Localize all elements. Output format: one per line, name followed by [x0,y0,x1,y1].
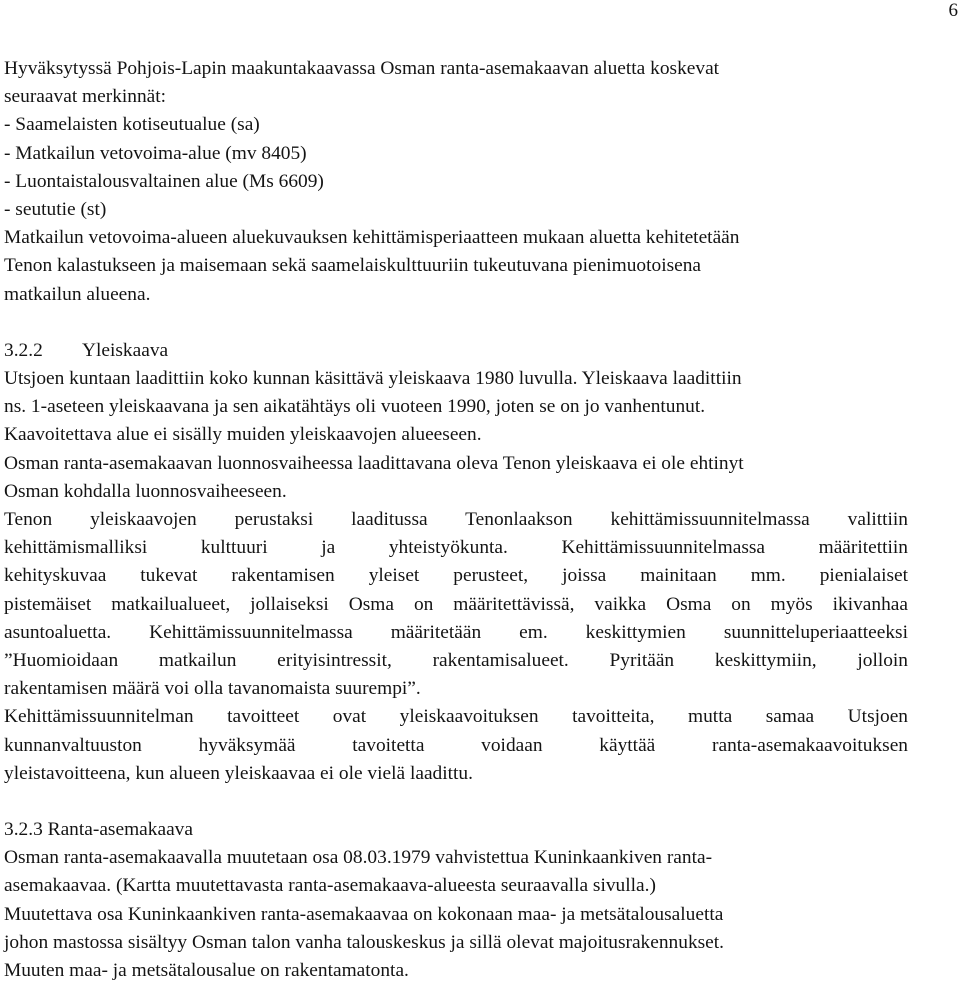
text-line: Matkailun vetovoima-alueen aluekuvauksen kehittämisperiaatteen mukaan aluetta kehitetetään [4,227,740,249]
text-line: ns. 1-aseteen yleiskaavana ja sen aikatähtäys oli vuoteen 1990, joten se on jo vanhentunut. [4,396,706,418]
text-line: yleistavoitteena, kun alueen yleiskaavaa ei ole vielä laadittu. [4,762,473,784]
text-line: Tenon kalastukseen ja maisemaan sekä saamelaiskulttuuriin tukeutuvana pienimuotoisena [4,255,702,277]
text-line: Osman kohdalla luonnosvaiheeseen. [4,480,287,502]
list-item: - Matkailun vetovoima-alue (mv 8405) [4,142,307,164]
text-line: Osman ranta-asemakaavalla muutetaan osa 08.03.1979 vahvistettua Kuninkaankiven ranta- [4,847,713,869]
text-line: pistemäiset matkailualueet, jollaiseksi Osma on määritettävissä, vaikka Osma on myös ikivanhaa [4,593,908,615]
text-line: seuraavat merkinnät: [4,86,167,108]
text-line: matkailun alueena. [4,283,151,305]
text-line: Osman ranta-asemakaavan luonnosvaiheessa laadittavana oleva Tenon yleiskaava ei ole ehtinyt [4,452,744,474]
page-number: 6 [948,0,958,21]
text-line: Tenon yleiskaavojen perustaksi laaditussa Tenonlaakson kehittämissuunnitelmassa valittiin [4,509,908,531]
text-line: johon mastossa sisältyy Osman talon vanha talouskeskus ja sillä olevat majoitusrakennukset. [4,931,725,953]
text-line: asuntoaluetta. Kehittämissuunnitelmassa määritetään em. keskittymien suunnitteluperiaatteeksi [4,621,908,643]
section-title: Ranta-asemakaava [47,819,193,841]
document-body [4,55,908,985]
text-line: Muuten maa- ja metsätalousalue on rakentamatonta. [4,960,409,982]
ranta-asemakaava-paragraph [4,844,908,985]
list-item: - Saamelaisten kotiseutualue (sa) [4,114,260,136]
section-number: 3.2.2 [4,339,43,361]
text-line: ”Huomioidaan matkailun erityisintressit, rakentamisalueet. Pyritään keskittymiin, jolloin [4,650,908,672]
list-item: - seututie (st) [4,199,107,221]
section-heading-ranta-asemakaava [4,816,908,844]
text-line: asemakaavaa. (Kartta muutettavasta ranta-asemakaava-alueesta seuraavalla sivulla.) [4,875,656,897]
section-heading-yleiskaava [4,337,908,365]
list-item: - Luontaistalousvaltainen alue (Ms 6609) [4,170,324,192]
text-line: Muutettava osa Kuninkaankiven ranta-asemakaavaa on kokonaan maa- ja metsätalousaluetta [4,903,724,925]
text-line: Kaavoitettava alue ei sisälly muiden yleiskaavojen alueeseen. [4,424,482,446]
section-number: 3.2.3 [4,819,43,841]
section-title: Yleiskaava [82,339,169,361]
yleiskaava-paragraph [4,365,908,788]
text-line: kehityskuvaa tukevat rakentamisen yleiset perusteet, joissa mainitaan mm. pienialaiset [4,565,908,587]
text-line: Kehittämissuunnitelman tavoitteet ovat yleiskaavoituksen tavoitteita, mutta samaa Utsjoen [4,706,908,728]
text-line: Hyväksytyssä Pohjois-Lapin maakuntakaavassa Osman ranta-asemakaavan aluetta koskevat [4,58,720,79]
text-line: kehittämismalliksi kulttuuri ja yhteistyökunta. Kehittämissuunnitelmassa määritettiin [4,537,908,559]
text-line: kunnanvaltuuston hyväksymää tavoitetta voidaan käyttää ranta-asemakaavoituksen [4,734,908,756]
text-line: rakentamisen määrä voi olla tavanomaista suurempi”. [4,678,421,700]
intro-paragraph [4,55,908,309]
text-line: Utsjoen kuntaan laadittiin koko kunnan käsittävä yleiskaava 1980 luvulla. Yleiskaava laadittiin [4,368,742,390]
